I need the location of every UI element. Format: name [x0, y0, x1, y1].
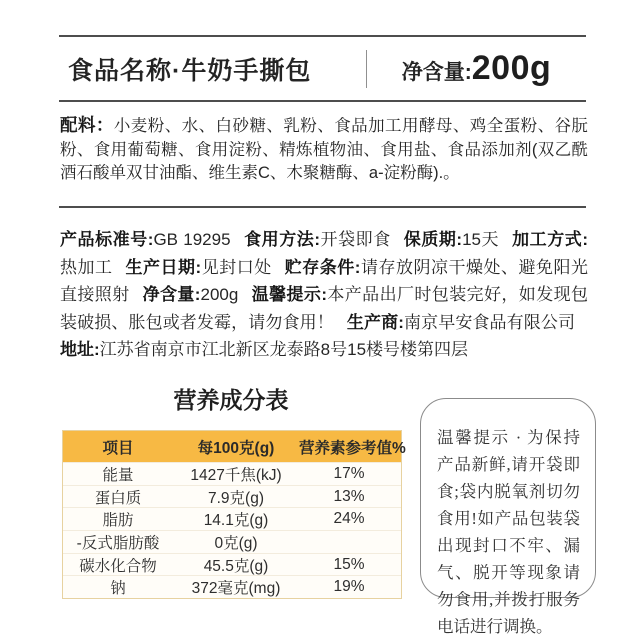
detail-label: 食用方法:	[243, 230, 320, 249]
detail-value: 15天	[462, 230, 500, 249]
nutrition-table-title: 营养成分表	[173, 387, 289, 413]
detail-value: 本产品出厂时包装完好，如发现包装破损、胀包或者发霉，请勿食用！	[60, 285, 588, 332]
nutrition-row-cell: 能量	[102, 467, 134, 484]
nutrition-row-cell: 碳水化合物	[79, 557, 157, 575]
nutrition-header-row-cell: 项目	[102, 439, 134, 457]
nutrition-row	[63, 553, 401, 576]
detail-value: 请存放阴凉干燥处、避免阳光直接照射	[60, 257, 589, 304]
detail-label: 生产日期:	[125, 257, 202, 277]
nutrition-row	[63, 485, 401, 508]
nutrition-row-cell: 1427千焦(kJ)	[190, 467, 282, 484]
detail-label: 保质期:	[403, 230, 463, 249]
nutrition-header-row	[63, 431, 406, 462]
nutrition-header-row-cell: 营养素参考值%	[299, 439, 406, 457]
details-paragraph	[60, 226, 588, 364]
nutrition-row-cell: 0克(g)	[214, 535, 258, 553]
nutrition-row-cell: -反式脂肪酸	[76, 535, 160, 553]
detail-value: 江苏省南京市江北新区龙泰路8号15楼号楼第四层	[99, 340, 469, 359]
detail-value: 见封口处	[201, 257, 272, 277]
tips-text: 温馨提示 · 为保持产品新鲜,请开袋即食;袋内脱氧剂切勿食用!如产品包装袋出现封口不牢、漏气、脱开等现象请勿食用,并拨打服务电话进行调换。	[437, 428, 580, 636]
detail-label: 生产商:	[346, 312, 404, 332]
net-weight-label: 净含量:	[401, 61, 472, 84]
detail-label: 温馨提示:	[251, 285, 327, 304]
net-weight-value: 200g	[471, 49, 552, 87]
detail-label: 贮存条件:	[284, 257, 361, 277]
nutrition-row-cell: 14.1克(g)	[203, 512, 269, 530]
nutrition-row-cell: 45.5克(g)	[203, 557, 269, 575]
tips-box	[420, 398, 596, 636]
nutrition-table	[62, 430, 406, 599]
detail-value: 200g	[200, 285, 239, 304]
section-divider-line	[59, 206, 586, 208]
net-weight	[367, 49, 586, 88]
nutrition-row-cell: 7.9克(g)	[208, 489, 264, 507]
detail-value: 南京早安食品有限公司	[403, 312, 576, 332]
product-name: 食品名称·牛奶手撕包	[68, 56, 312, 85]
detail-value: 开袋即食	[320, 230, 391, 249]
ingredients-label: 配料：	[60, 115, 114, 135]
ingredients-text: 小麦粉、水、白砂糖、乳粉、食品加工用酵母、鸡全蛋粉、谷朊粉、食用葡萄糖、食用淀粉、精炼植物油、食用盐、食品添加剂(双乙酰酒石酸单双甘油酯、维生素C、木聚糖酶、a-淀粉酶).。	[60, 117, 589, 182]
nutrition-row-cell: 13%	[333, 487, 365, 505]
nutrition-row-cell: 24%	[333, 510, 365, 528]
detail-label: 净含量:	[142, 285, 201, 304]
detail-label: 加工方式:	[512, 230, 588, 249]
nutrition-row-cell: 脂肪	[102, 512, 134, 530]
nutrition-row	[63, 507, 401, 530]
detail-label: 地址:	[60, 340, 100, 359]
detail-value: 热加工	[60, 257, 113, 277]
nutrition-row	[63, 575, 401, 598]
nutrition-row-cell: 372毫克(mg)	[191, 580, 281, 598]
nutrition-row-cell: 15%	[333, 555, 365, 573]
nutrition-row	[63, 530, 401, 553]
ingredients-paragraph	[60, 114, 588, 186]
detail-label: 产品标准号:	[60, 230, 154, 249]
nutrition-row-cell: 17%	[333, 465, 365, 482]
nutrition-row-cell: 钠	[110, 580, 126, 598]
nutrition-header-row-cell: 每100克(g)	[197, 439, 275, 457]
nutrition-row-cell: 蛋白质	[94, 489, 142, 507]
detail-value: GB 19295	[153, 230, 231, 249]
nutrition-row	[63, 462, 401, 485]
label-header	[59, 35, 586, 102]
nutrition-row-cell: 19%	[333, 578, 365, 596]
